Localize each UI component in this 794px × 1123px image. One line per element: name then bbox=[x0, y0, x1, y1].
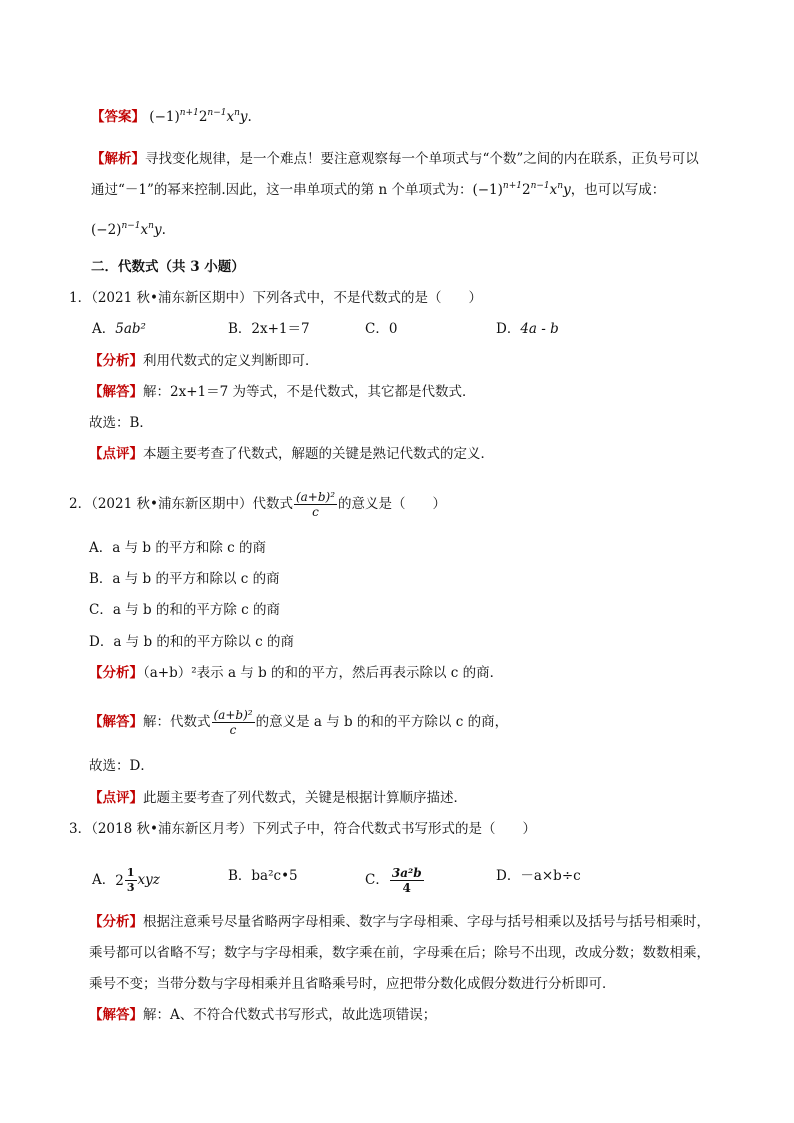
q1-comment: 【点评】本题主要考查了代数式，解题的关键是熟记代数式的定义． bbox=[89, 446, 494, 462]
analysis-line-3 bbox=[91, 220, 166, 240]
q3-option-d: D．－a×b÷c bbox=[496, 868, 581, 884]
q3-option-b: B．ba²c•5 bbox=[228, 868, 298, 884]
q2-fraction: $\frac{\text{(a+b)²}}{c}$ bbox=[295, 490, 336, 519]
q1-analysis: 【分析】利用代数式的定义判断即可． bbox=[89, 353, 319, 369]
analysis-text-2-tail: ，也可以写成： bbox=[570, 182, 666, 198]
q3-solution: 【解答】解：A、不符合代数式书写形式，故此选项错误； bbox=[89, 1007, 437, 1023]
q2-option-d: D．a 与 b 的和的平方除以 c 的商 bbox=[89, 634, 295, 650]
q2-option-c: C．a 与 b 的和的平方除 c 的商 bbox=[89, 602, 281, 618]
q3-option-a: A． 2 $\frac{1}{3}$ xyz bbox=[92, 866, 160, 894]
q2-option-b: B．a 与 b 的平方和除以 c 的商 bbox=[89, 571, 280, 587]
q1-option-a: A．5ab² bbox=[92, 321, 146, 337]
q1-option-b: B．2x+1＝7 bbox=[228, 321, 310, 337]
analysis-line-1 bbox=[91, 149, 699, 169]
q2-choice: 故选：D． bbox=[89, 758, 154, 774]
q2-solution: 【解答】解：代数式 $\frac{\text{(a+b)²}}{c}$ 的意义是 a 与 b 的和的平方除以 c 的商， bbox=[89, 708, 509, 737]
q3-analysis-3: 乘号不变；当带分数与字母相乘并且省略乘号时，应把带分数化成假分数进行分析即可． bbox=[89, 976, 616, 992]
answer-line bbox=[91, 107, 252, 127]
q2-solution-fraction: $\frac{\text{(a+b)²}}{c}$ bbox=[213, 708, 253, 737]
analysis-text-1: 寻找变化规律，是一个难点！要注意观察每一个单项式与“个数”之间的内在联系，正负号可以 bbox=[145, 151, 699, 167]
answer-label: 【答案】 bbox=[91, 109, 145, 125]
analysis-line-2 bbox=[91, 180, 665, 200]
q3-analysis-1: 【分析】根据注意乘号尽量省略两字母相乘、数字与字母相乘、字母与括号相乘以及括号与括号相乘时， bbox=[89, 914, 710, 930]
q3-stem: 3．（2018 秋•浦东新区月考）下列式子中，符合代数式书写形式的是（ ） bbox=[69, 821, 536, 837]
answer-expression: $(-1)^{n+1}2^{n-1}x^ny$. bbox=[149, 108, 252, 125]
q1-stem: 1．（2021 秋•浦东新区期中）下列各式中，不是代数式的是（ ） bbox=[69, 290, 482, 306]
q3-option-c: C． $\frac{\text{3a²b}}{4}$ bbox=[365, 866, 422, 895]
q2-option-a: A．a 与 b 的平方和除 c 的商 bbox=[89, 540, 266, 556]
q2-comment: 【点评】此题主要考查了列代数式，关键是根据计算顺序描述． bbox=[89, 790, 467, 806]
q1-choice: 故选：B． bbox=[89, 415, 153, 431]
analysis-expression: $(-1)^{n+1}2^{n-1}x^ny$ bbox=[472, 181, 571, 198]
q1-option-d: D．4a - b bbox=[496, 321, 559, 337]
q1-option-c: C．0 bbox=[365, 321, 398, 337]
analysis-alt-expression: $(-2)^{n-1}x^ny$. bbox=[91, 221, 166, 238]
analysis-text-2: 通过“－1”的幂来控制.因此，这一串单项式的第 n 个单项式为： bbox=[91, 182, 473, 198]
q3-analysis-2: 乘号都可以省略不写；数字与字母相乘，数字乘在前，字母乘在后；除号不出现，改成分数；数数相乘， bbox=[89, 945, 710, 961]
q2-analysis: 【分析】（a+b）²表示 a 与 b 的和的平方，然后再表示除以 c 的商． bbox=[89, 665, 504, 681]
analysis-label: 【解析】 bbox=[91, 151, 145, 167]
q1-solution: 【解答】解：2x+1＝7 为等式，不是代数式，其它都是代数式． bbox=[89, 384, 476, 400]
q2-stem: 2．（2021 秋•浦东新区期中）代数式 $\frac{\text{(a+b)²}}{c}$ 的意义是（ ） bbox=[69, 490, 447, 519]
section-title: 二．代数式（共 3 小题） bbox=[91, 259, 245, 275]
